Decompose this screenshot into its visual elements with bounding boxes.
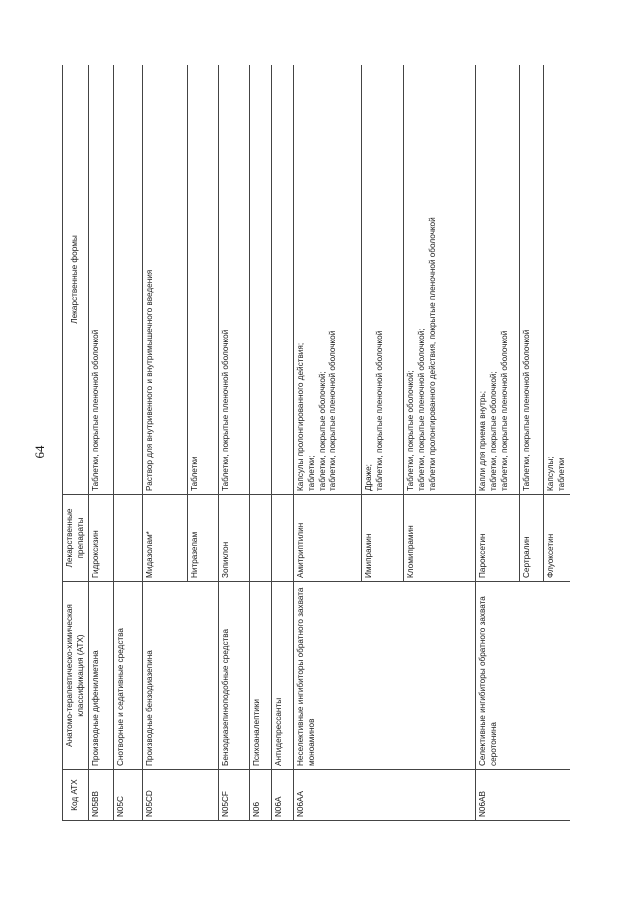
cell-drug: Кломипрамин (404, 495, 476, 582)
cell-form (114, 65, 143, 495)
form-line: таблетки, покрытые пленочной оболочкой; (416, 328, 426, 491)
cell-form (362, 65, 404, 495)
form-line: таблетки, покрытые пленочной оболочкой (374, 330, 384, 491)
cell-code: N05BB (89, 770, 114, 821)
cell-code: N06AB (476, 770, 570, 821)
cell-drug: Амитриптилин (294, 495, 362, 582)
cell-atc: Производные бензодиазепина (143, 582, 219, 770)
table-row (89, 65, 114, 821)
header-code: Код АТХ (63, 770, 89, 821)
cell-drug: Имипрамин (362, 495, 404, 582)
table-header-row (63, 65, 89, 821)
cell-drug: Мидазолам* (143, 495, 188, 582)
drug-table (62, 65, 570, 821)
cell-form (404, 65, 476, 495)
cell-drug: Зопиклон (219, 495, 250, 582)
cell-form: Таблетки, покрытые пленочной оболочкой (89, 65, 114, 495)
header-atc: Анатомо-терапевтическо-химическая классификация (АТХ) (63, 582, 89, 770)
cell-drug: Флуоксетин (544, 495, 570, 582)
cell-form: Таблетки, покрытые пленочной оболочкой (219, 65, 250, 495)
table-frame (62, 65, 570, 821)
cell-atc: Производные дифенилметана (89, 582, 114, 770)
cell-form (250, 65, 272, 495)
cell-code: N06 (250, 770, 272, 821)
form-line: таблетки, покрытые пленочной оболочкой (499, 330, 509, 491)
form-line: таблетки пролонгированного действия, покрытые пленочной оболочкой (427, 217, 437, 491)
cell-atc: Психоаналептики (250, 582, 272, 770)
cell-form: Таблетки (188, 65, 219, 495)
page-number: 64 (32, 445, 47, 459)
table-row (294, 65, 362, 821)
cell-form: Таблетки, покрытые пленочной оболочкой (520, 65, 544, 495)
rotated-table-container (62, 65, 570, 821)
cell-atc: Снотворные и седативные средства (114, 582, 143, 770)
cell-form: Раствор для внутривенного и внутримышечного введения (143, 65, 188, 495)
form-line: таблетки, покрытые оболочкой; (317, 371, 327, 491)
cell-code: N05CF (219, 770, 250, 821)
form-line: таблетки, покрытые пленочной оболочкой (328, 330, 338, 491)
cell-code: N06A (272, 770, 294, 821)
cell-form (294, 65, 362, 495)
cell-drug: Пароксетин (476, 495, 520, 582)
form-line: Таблетки, покрытые оболочкой; (406, 370, 416, 491)
table-row (143, 65, 188, 821)
table-row (250, 65, 272, 821)
cell-drug (250, 495, 272, 582)
cell-atc: Бензодиазепиноподобные средства (219, 582, 250, 770)
form-line: Капсулы; (546, 456, 556, 491)
form-line: Драже; (364, 464, 374, 491)
form-line: таблетки, покрытые оболочкой; (488, 371, 498, 491)
cell-atc: Селективные ингибиторы обратного захвата серотонина (476, 582, 570, 770)
header-form: Лекарственные формы (63, 65, 89, 495)
table-row (272, 65, 294, 821)
cell-code: N05C (114, 770, 143, 821)
form-line: Капли для приема внутрь; (478, 390, 488, 491)
cell-form (476, 65, 520, 495)
cell-drug (272, 495, 294, 582)
cell-drug (114, 495, 143, 582)
cell-form (272, 65, 294, 495)
form-line: таблетки; (306, 455, 316, 491)
form-line: Капсулы пролонгированного действия; (296, 342, 306, 491)
cell-drug: Гидроксизин (89, 495, 114, 582)
table-row (476, 65, 520, 821)
table-row (114, 65, 143, 821)
header-drug: Лекарственные препараты (63, 495, 89, 582)
cell-form (544, 65, 570, 495)
cell-drug: Сертралин (520, 495, 544, 582)
form-line: таблетки (556, 457, 566, 491)
cell-code: N05CD (143, 770, 219, 821)
cell-atc: Антидепрессанты (272, 582, 294, 770)
cell-atc: Неселективные ингибиторы обратного захвата моноаминов (294, 582, 476, 770)
table-row (219, 65, 250, 821)
cell-drug: Нитразепам (188, 495, 219, 582)
cell-code: N06AA (294, 770, 476, 821)
